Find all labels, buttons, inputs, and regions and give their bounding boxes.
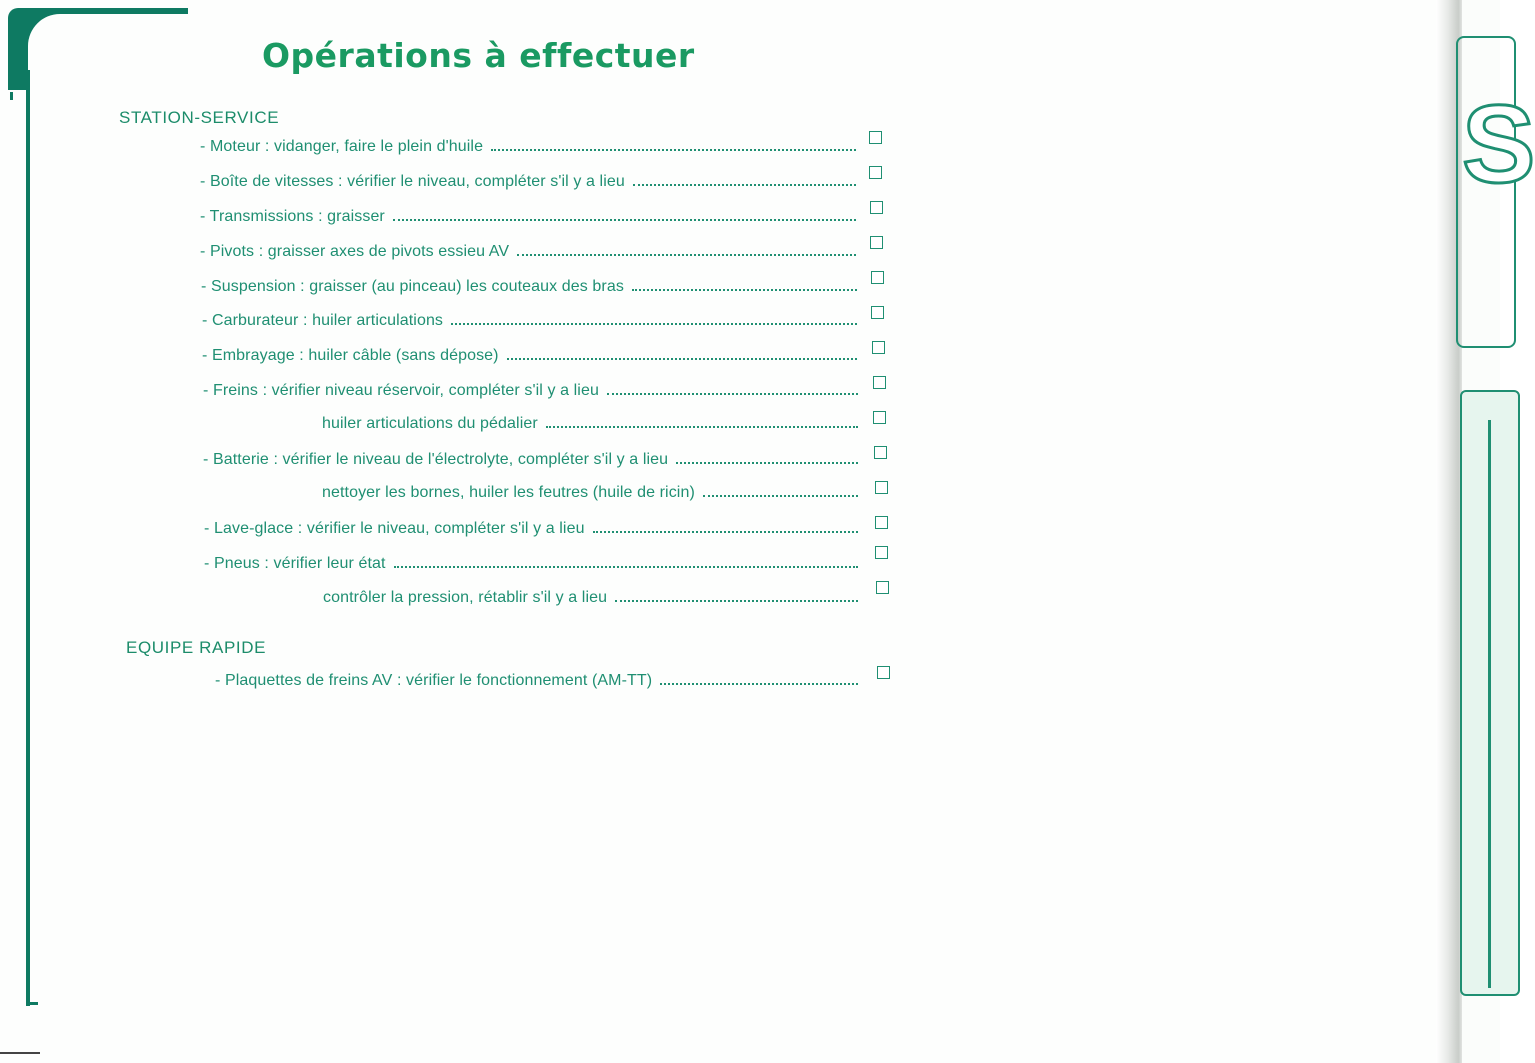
frame-small-mark	[10, 92, 13, 100]
checklist-item	[323, 585, 858, 607]
dot-leader	[633, 184, 856, 186]
checklist-item-label: - Lave-glace : vérifier le niveau, compléter s'il y a lieu	[204, 520, 585, 537]
checklist-item-label: - Suspension : graisser (au pinceau) les couteaux des bras	[201, 278, 624, 295]
checklist-checkbox[interactable]	[870, 236, 883, 249]
checklist-item-label: - Batterie : vérifier le niveau de l'électrolyte, compléter s'il y a lieu	[203, 451, 669, 468]
checklist-item	[200, 134, 856, 156]
dot-leader	[507, 358, 857, 360]
checklist-item-label: - Pneus : vérifier leur état	[204, 555, 386, 572]
checklist-checkbox[interactable]	[871, 306, 884, 319]
dot-leader	[451, 323, 857, 325]
checklist-checkbox[interactable]	[872, 341, 885, 354]
dot-leader	[703, 495, 858, 497]
dot-leader	[393, 219, 856, 221]
checklist-checkbox[interactable]	[870, 201, 883, 214]
checklist-item-label: contrôler la pression, rétablir s'il y a lieu	[323, 589, 608, 606]
checklist-checkbox[interactable]	[875, 546, 888, 559]
dot-leader	[607, 393, 858, 395]
checklist-checkbox[interactable]	[873, 411, 886, 424]
checklist-item-label: - Embrayage : huiler câble (sans dépose)	[202, 347, 499, 364]
section-heading-equipe-rapide: EQUIPE RAPIDE	[126, 638, 267, 657]
next-page-inner-rule	[1488, 420, 1511, 988]
checklist-item	[204, 516, 858, 538]
checklist-item	[322, 480, 858, 502]
left-frame-rule	[26, 70, 30, 1006]
checklist-item	[203, 447, 858, 469]
checklist-item-label: huiler articulations du pédalier	[322, 415, 538, 432]
checklist-item	[200, 169, 856, 191]
page-title: Opérations à effectuer	[262, 36, 695, 75]
checklist-item	[201, 274, 857, 296]
checklist-item	[200, 239, 856, 261]
checklist-checkbox[interactable]	[875, 481, 888, 494]
checklist-item-label: - Carburateur : huiler articulations	[202, 312, 444, 329]
next-page-glyph: S	[1462, 83, 1535, 206]
checklist-item-label: nettoyer les bornes, huiler les feutres (huile de ricin)	[322, 484, 695, 501]
checklist-checkbox[interactable]	[869, 131, 882, 144]
dot-leader	[394, 566, 858, 568]
checklist-item	[200, 204, 856, 226]
checklist-checkbox[interactable]	[869, 166, 882, 179]
checklist-item-label: - Freins : vérifier niveau réservoir, compléter s'il y a lieu	[203, 382, 599, 399]
checklist-checkbox[interactable]	[876, 581, 889, 594]
checklist-item	[322, 411, 858, 433]
checklist-item-label: - Moteur : vidanger, faire le plein d'huile	[200, 138, 484, 155]
page-edge-line	[0, 1052, 40, 1054]
checklist-checkbox[interactable]	[871, 271, 884, 284]
checklist-checkbox[interactable]	[874, 446, 887, 459]
checklist-checkbox[interactable]	[877, 666, 890, 679]
dot-leader	[615, 600, 858, 602]
dot-leader	[660, 683, 858, 685]
dot-leader	[632, 289, 857, 291]
checklist-checkbox[interactable]	[875, 516, 888, 529]
checklist-item	[203, 378, 858, 400]
dot-leader	[517, 254, 856, 256]
checklist-item	[215, 668, 858, 690]
checklist-item	[202, 343, 857, 365]
checklist-item-label: - Boîte de vitesses : vérifier le niveau, compléter s'il y a lieu	[200, 173, 625, 190]
frame-bottom-tick	[26, 1002, 38, 1005]
checklist-item	[204, 551, 858, 573]
dot-leader	[676, 462, 858, 464]
checklist-item-label: - Plaquettes de freins AV : vérifier le fonctionnement (AM-TT)	[215, 672, 653, 689]
dot-leader	[546, 426, 858, 428]
dot-leader	[491, 149, 856, 151]
section-heading-station-service: STATION-SERVICE	[119, 108, 280, 127]
checklist-item-label: - Pivots : graisser axes de pivots essieu AV	[200, 243, 510, 260]
checklist-item	[202, 308, 857, 330]
dot-leader	[593, 531, 858, 533]
checklist-checkbox[interactable]	[873, 376, 886, 389]
checklist-item-label: - Transmissions : graisser	[200, 208, 385, 225]
